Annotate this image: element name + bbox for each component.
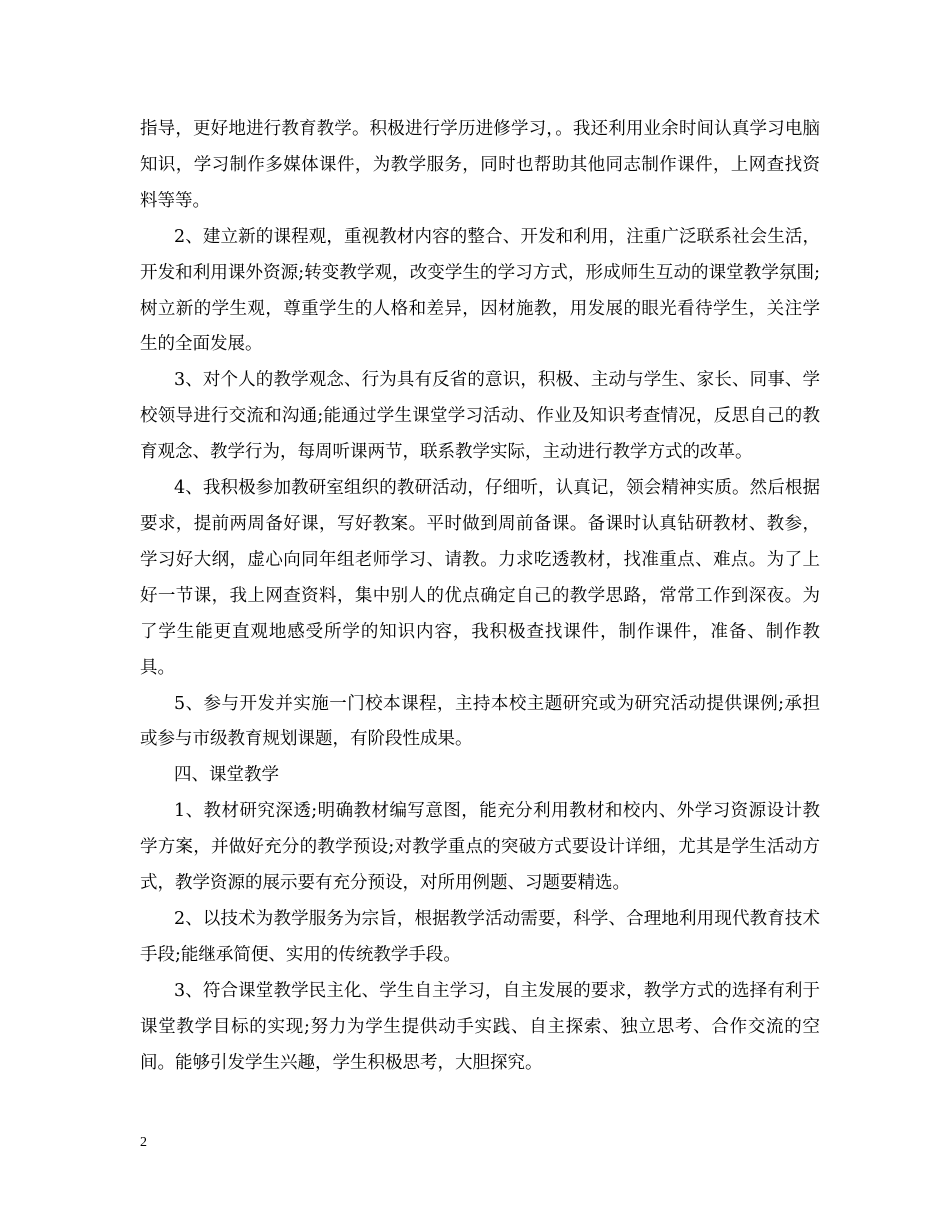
paragraph-item-5-school-curriculum: 5、参与开发并实施一门校本课程，主持本校主题研究或为研究活动提供课例;承担或参与市级教育规划课题，有阶段性成果。 — [140, 693, 820, 750]
page-number: 2 — [140, 1135, 147, 1150]
paragraph-item-3-reflection: 3、对个人的教学观念、行为具有反省的意识，积极、主动与学生、家长、同事、学校领导进行交流和沟通;能通过学生课堂学习活动、作业及知识考查情况，反思自己的教育观念、教学行为，每周听课两节，联系教学实际，主动进行教学方式的改革。 — [140, 370, 820, 463]
paragraph-item-2-curriculum: 2、建立新的课程观，重视教材内容的整合、开发和利用，注重广泛联系社会生活，开发和利用课外资源;转变教学观，改变学生的学习方式，形成师生互动的课堂教学氛围;树立新的学生观，尊重学生的人格和差异，因材施教，用发展的眼光看待学生，关注学生的全面发展。 — [140, 226, 820, 355]
paragraph-classroom-item-3: 3、符合课堂教学民主化、学生自主学习，自主发展的要求，教学方式的选择有利于课堂教学目标的实现;努力为学生提供动手实践、自主探索、独立思考、合作交流的空间。能够引发学生兴趣，学生积极思考，大胆探究。 — [140, 980, 820, 1073]
section-heading-classroom-teaching: 四、课堂教学 — [174, 765, 279, 786]
paragraph-item-4-teaching-research: 4、我积极参加教研室组织的教研活动，仔细听，认真记，领会精神实质。然后根据要求，提前两周备好课，写好教案。平时做到周前备课。备课时认真钻研教材、教参，学习好大纲，虚心向同年组老师学习、请教。力求吃透教材，找准重点、难点。为了上好一节课，我上网查资料，集中别人的优点确定自己的教学思路，常常工作到深夜。为了学生能更直观地感受所学的知识内容，我积极查找课件，制作课件，准备、制作教具。 — [140, 478, 820, 678]
paragraph-continuation: 指导，更好地进行教育教学。积极进行学历进修学习，。我还利用业余时间认真学习电脑知识，学习制作多媒体课件，为教学服务，同时也帮助其他同志制作课件，上网查找资料等等。 — [140, 119, 820, 211]
document-body — [140, 112, 820, 1081]
paragraph-classroom-item-1: 1、教材研究深透;明确教材编写意图，能充分利用教材和校内、外学习资源设计教学方案，并做好充分的教学预设;对教学重点的突破方式要设计详细，尤其是学生活动方式，教学资源的展示要有充分预设，对所用例题、习题要精选。 — [140, 801, 820, 894]
paragraph-classroom-item-2: 2、以技术为教学服务为宗旨，根据教学活动需要，科学、合理地利用现代教育技术手段;能继承简便、实用的传统教学手段。 — [140, 908, 820, 965]
